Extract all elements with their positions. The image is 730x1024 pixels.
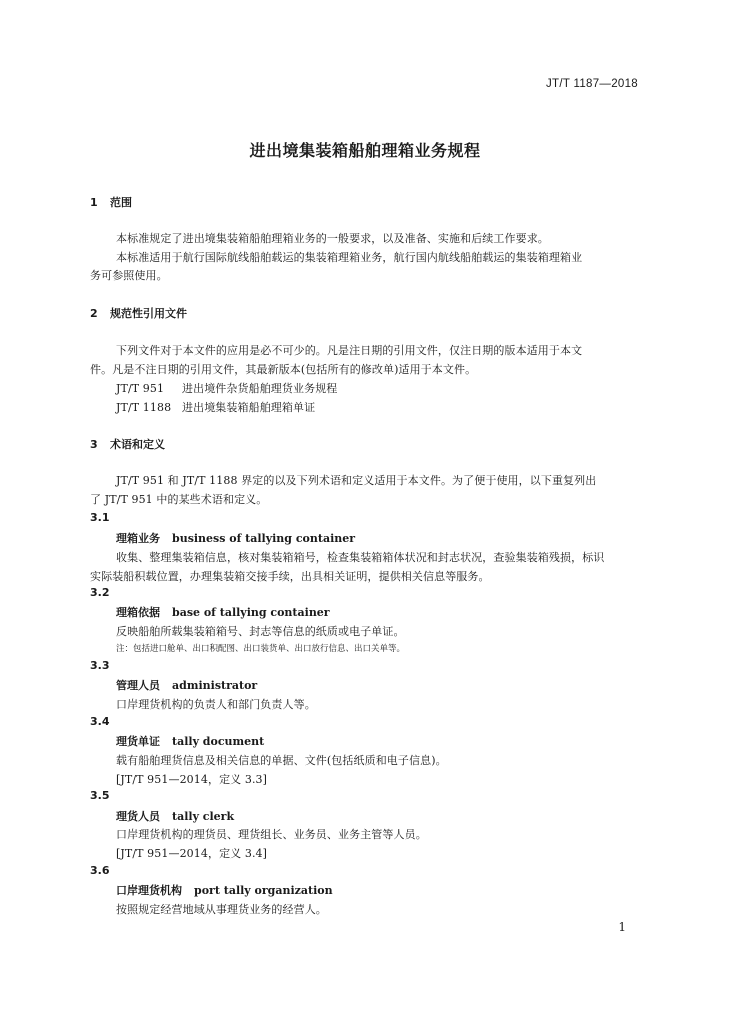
paragraph: JT/T 951 和 JT/T 1188 界定的以及下列术语和定义适用于本文件。为了便于使用，以下重复列出 — [116, 474, 597, 487]
section-1-heading — [90, 194, 132, 210]
reference-code: JT/T 951 — [116, 382, 165, 395]
term-number: 3.3 — [90, 659, 110, 672]
term-english: base of tallying container — [172, 606, 330, 619]
term-definition: 反映船舶所载集装箱箱号、封志等信息的纸质或电子单证。 — [116, 625, 405, 638]
term-chinese: 理货单证 — [116, 735, 160, 748]
reference-title: 进出境集装箱船舶理箱单证 — [182, 401, 316, 414]
paragraph: 务可参照使用。 — [90, 269, 168, 282]
term-english: administrator — [172, 679, 258, 692]
section-2-heading — [90, 305, 187, 321]
term-heading — [116, 808, 234, 824]
term-heading — [116, 677, 257, 693]
document-title: 进出境集装箱船舶理箱业务规程 — [249, 141, 481, 160]
section-number: 3 — [90, 438, 98, 451]
term-definition: 口岸理货机构的负责人和部门负责人等。 — [116, 698, 316, 711]
paragraph: 下列文件对于本文件的应用是必不可少的。凡是注日期的引用文件，仅注日期的版本适用于本文 — [116, 344, 583, 357]
reference-item — [116, 380, 337, 396]
term-english: tally clerk — [172, 810, 235, 823]
paragraph: 本标准适用于航行国际航线船舶载运的集装箱理箱业务，航行国内航线船舶载运的集装箱理箱业 — [116, 251, 583, 264]
term-heading — [116, 733, 264, 749]
term-number: 3.5 — [90, 789, 110, 802]
term-source: [JT/T 951—2014，定义 3.3] — [116, 773, 268, 786]
reference-title: 进出境件杂货船舶理货业务规程 — [182, 382, 338, 395]
term-chinese: 口岸理货机构 — [116, 884, 182, 897]
standard-number: JT/T 1187—2018 — [546, 78, 638, 90]
term-definition: 收集、整理集装箱信息，核对集装箱箱号，检查集装箱箱体状况和封志状况，查验集装箱残损，标识 — [116, 551, 605, 564]
section-title: 规范性引用文件 — [110, 307, 187, 320]
section-3-heading — [90, 436, 165, 452]
term-number: 3.2 — [90, 586, 110, 599]
term-chinese: 理箱依据 — [116, 606, 160, 619]
reference-code: JT/T 1188 — [116, 401, 172, 414]
paragraph: 了 JT/T 951 中的某些术语和定义。 — [90, 493, 268, 506]
term-source: [JT/T 951—2014，定义 3.4] — [116, 847, 268, 860]
term-english: tally document — [172, 735, 265, 748]
term-chinese: 管理人员 — [116, 679, 160, 692]
term-english: business of tallying container — [172, 532, 356, 545]
page-number: 1 — [618, 920, 626, 934]
term-english: port tally organization — [194, 884, 333, 897]
term-definition: 载有船舶理货信息及相关信息的单据、文件(包括纸质和电子信息)。 — [116, 754, 447, 767]
term-definition: 按照规定经营地域从事理货业务的经营人。 — [116, 903, 327, 916]
term-number: 3.6 — [90, 864, 110, 877]
term-note: 注：包括进口舱单、出口积配图、出口装货单、出口放行信息、出口关单等。 — [116, 644, 406, 654]
term-definition: 实际装船积载位置，办理集装箱交接手续，出具相关证明，提供相关信息等服务。 — [90, 570, 490, 583]
term-number: 3.1 — [90, 511, 110, 524]
term-heading — [116, 604, 330, 620]
term-chinese: 理货人员 — [116, 810, 160, 823]
paragraph: 件。凡是不注日期的引用文件，其最新版本(包括所有的修改单)适用于本文件。 — [90, 363, 477, 376]
term-number: 3.4 — [90, 715, 110, 728]
reference-item — [116, 399, 315, 415]
section-number: 1 — [90, 196, 98, 209]
term-chinese: 理箱业务 — [116, 532, 160, 545]
section-title: 术语和定义 — [110, 438, 165, 451]
paragraph: 本标准规定了进出境集装箱船舶理箱业务的一般要求，以及准备、实施和后续工作要求。 — [116, 232, 549, 245]
section-title: 范围 — [110, 196, 132, 209]
term-definition: 口岸理货机构的理货员、理货组长、业务员、业务主管等人员。 — [116, 828, 427, 841]
section-number: 2 — [90, 307, 98, 320]
term-heading — [116, 530, 355, 546]
term-heading — [116, 882, 333, 898]
